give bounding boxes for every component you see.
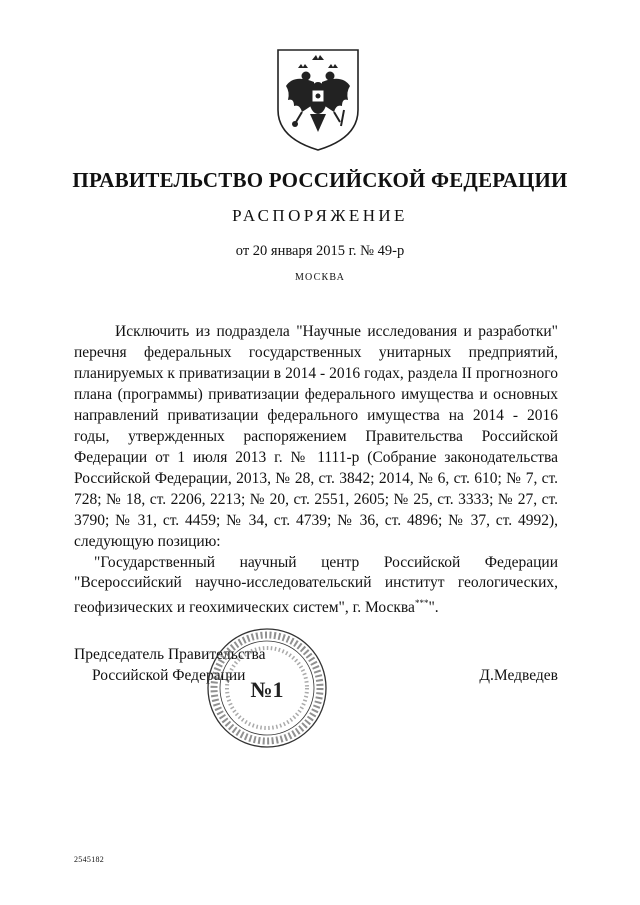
government-title: ПРАВИТЕЛЬСТВО РОССИЙСКОЙ ФЕДЕРАЦИИ bbox=[72, 168, 568, 192]
official-seal bbox=[205, 626, 329, 750]
signer-name: Д.Медведев bbox=[479, 667, 558, 684]
document-date-number: от 20 января 2015 г. № 49-р bbox=[235, 243, 405, 259]
seal-number: №1 bbox=[250, 677, 284, 702]
coat-of-arms-emblem bbox=[272, 46, 364, 154]
footer-document-id: 2545182 bbox=[74, 855, 105, 864]
signer-position-line2: Российской Федерации bbox=[92, 667, 246, 684]
body-paragraph-text: Исключить из подраздела "Научные исследования и разработки" перечня федеральных государственных унитарных предприятий, планируемых к приватизации в 2014 - 2016 годах, раздела II прогнозного плана (программы) приватизации федерального имущества и основных направлений приватизации федерального имущества на 2014 - 2016 годы, утвержденных распоряжением Правительства Российской Федерации от 1 июля 2013 г. № 1111-р (Собрание законодательства Российской Федерации, 2013, № 28, ст. 3842; 2014, № 6, ст. 610; № 7, ст. 728; № 18, ст. 2206, 2213; № 20, ст. 2551, 2605; № 25, ст. 3333; № 27, ст. 3790; № 31, ст. 4459; № 34, ст. 4739; № 36, ст. 4896; № 37, ст. 4992), следующую позицию: bbox=[74, 323, 558, 550]
quoted-position bbox=[74, 553, 558, 618]
document-type: РАСПОРЯЖЕНИЕ bbox=[232, 206, 408, 225]
body-paragraph bbox=[74, 321, 558, 552]
quoted-position-end: ". bbox=[428, 599, 439, 616]
footnote-marks: *** bbox=[414, 598, 429, 608]
quoted-position-text: "Государственный научный центр Российской Федерации "Всероссийский научно-исследовательский институт геологических, геофизических и геохимических систем", г. Москва bbox=[74, 554, 558, 616]
signer-position-line1: Председатель Правительства bbox=[74, 646, 266, 663]
document-city: МОСКВА bbox=[294, 272, 346, 283]
